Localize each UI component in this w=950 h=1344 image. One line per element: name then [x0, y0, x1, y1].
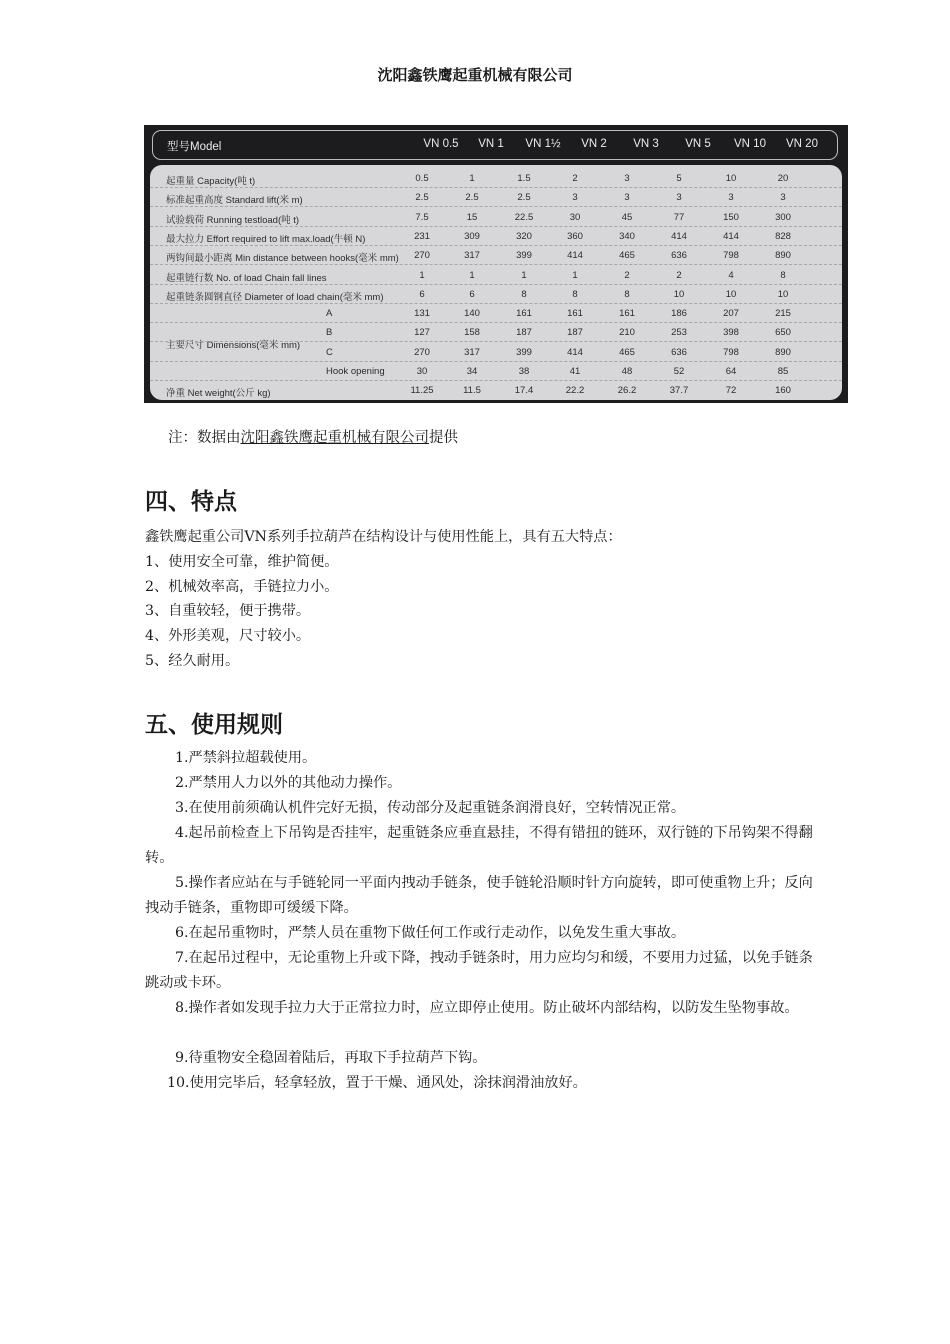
spec-cell: 22.2: [565, 385, 585, 397]
spec-cell: 317: [464, 346, 480, 358]
spec-cell: 210: [619, 327, 635, 339]
spec-cell: 320: [516, 230, 532, 242]
feature-item: 4、外形美观，尺寸较小。: [145, 628, 311, 644]
spec-cell: 2: [572, 173, 578, 184]
spec-cell: 2.5: [415, 192, 429, 204]
spec-row: [150, 266, 842, 285]
spec-cell: 398: [723, 327, 739, 339]
spec-cell: 300: [775, 211, 791, 223]
model-header-cell: VN 1½: [525, 138, 561, 150]
rule-item: 9.待重物安全稳固着陆后，再取下手拉葫芦下钩。: [175, 1050, 487, 1066]
spec-cell: 0.5: [415, 173, 429, 184]
rule-item: 7.在起吊过程中，无论重物上升或下降，拽动手链条时，用力应均匀和缓，不要用力过猛，以免手链条跳动或卡环。: [145, 950, 813, 991]
spec-cell: 3: [728, 192, 734, 204]
spec-row-label: 起重链行数 No. of load Chain fall lines: [166, 272, 327, 284]
spec-cell: 8: [521, 288, 527, 300]
feature-item: 3、自重较轻，便于携带。: [145, 603, 311, 619]
spec-cell: 187: [516, 327, 532, 339]
spec-cell: 636: [671, 250, 687, 262]
spec-cell: 20: [777, 173, 789, 184]
spec-cell: 1: [572, 269, 578, 281]
spec-cell: 15: [466, 211, 478, 223]
spec-cell: 10: [673, 288, 685, 300]
spec-row-label: 两钩间最小距离 Min distance between hooks(毫米 mm): [166, 253, 399, 265]
spec-cell: 5: [676, 173, 682, 184]
spec-cell: 1: [521, 269, 527, 281]
spec-cell: 414: [723, 230, 739, 242]
spec-cell: 414: [671, 230, 687, 242]
spec-cell: 828: [775, 230, 791, 242]
rule-item: 1.严禁斜拉超载使用。: [175, 750, 317, 766]
rule-item: 5.操作者应站在与手链轮同一平面内拽动手链条，使手链轮沿顺时针方向旋转，即可使重物上升；反向拽动手链条，重物即可缓缓下降。: [145, 875, 813, 916]
spec-cell: 26.2: [617, 385, 637, 397]
company-link[interactable]: 沈阳鑫铁鹰起重机械有限公司: [240, 430, 429, 446]
spec-cell: 253: [671, 327, 687, 339]
spec-row-sublabel: C: [326, 346, 333, 358]
spec-cell: 72: [725, 385, 737, 397]
note-suffix: 提供: [429, 430, 458, 446]
note-prefix: 注：数据由: [168, 430, 241, 446]
spec-row-label: 起重链条圆钢直径 Diameter of load chain(毫米 mm): [166, 291, 384, 303]
spec-cell: 11.25: [410, 385, 434, 397]
spec-cell: 270: [414, 346, 430, 358]
spec-cell: 64: [725, 366, 737, 377]
rule-item: 6.在起吊重物时，严禁人员在重物下做任何工作或行走动作，以免发生重大事故。: [175, 925, 686, 941]
spec-cell: 45: [621, 211, 633, 223]
spec-row-label: 净重 Net weight(公斤 kg): [166, 388, 271, 400]
spec-row-sublabel: A: [326, 308, 333, 320]
spec-cell: 52: [673, 366, 685, 377]
rule-item: 10.使用完毕后，轻拿轻放，置于干燥、通风处，涂抹润滑油放好。: [167, 1075, 587, 1091]
spec-cell: 2.5: [465, 192, 479, 204]
spec-cell: 2.5: [517, 192, 531, 204]
spec-row-label: 最大拉力 Effort required to lift max.load(牛顿 N): [166, 233, 366, 245]
spec-cell: 317: [464, 250, 480, 262]
spec-cell: 17.4: [514, 385, 534, 397]
spec-cell: 650: [775, 327, 791, 339]
data-source-note: [168, 426, 458, 447]
spec-cell: 38: [518, 366, 530, 377]
spec-cell: 22.5: [514, 211, 534, 223]
spec-cell: 3: [624, 192, 630, 204]
spec-cell: 187: [567, 327, 583, 339]
spec-cell: 77: [673, 211, 685, 223]
spec-cell: 48: [621, 366, 633, 377]
spec-row: [150, 246, 842, 265]
spec-cell: 414: [567, 250, 583, 262]
spec-cell: 161: [516, 308, 532, 320]
spec-cell: 798: [723, 346, 739, 358]
spec-row-sublabel: Hook opening: [326, 366, 385, 377]
feature-item: 5、经久耐用。: [145, 653, 240, 669]
spec-row: [150, 208, 842, 227]
model-header-cell: VN 5: [685, 138, 711, 150]
spec-cell: 7.5: [415, 211, 429, 223]
spec-row: [150, 304, 842, 323]
spec-cell: 3: [780, 192, 786, 204]
spec-row: [150, 323, 842, 342]
spec-cell: 3: [572, 192, 578, 204]
spec-cell: 3: [676, 192, 682, 204]
spec-cell: 636: [671, 346, 687, 358]
rule-item: 8.操作者如发现手拉力大于正常拉力时，应立即停止使用。防止破坏内部结构，以防发生坠物事故。: [175, 1000, 799, 1016]
model-header-cell: VN 1: [478, 138, 504, 150]
spec-cell: 1: [469, 269, 475, 281]
spec-table-image: [144, 125, 848, 403]
rule-item: 4.起吊前检查上下吊钩是否挂牢，起重链条应垂直悬挂，不得有错扭的链环，双行链的下吊钩架不得翻转。: [145, 825, 813, 866]
spec-cell: 11.5: [463, 385, 481, 397]
rule-item: 3.在使用前须确认机件完好无损，传动部分及起重链条润滑良好，空转情况正常。: [175, 800, 686, 816]
section-heading-rules: 五、使用规则: [145, 712, 283, 738]
spec-cell: 4: [728, 269, 734, 281]
model-header-cell: VN 3: [633, 138, 659, 150]
model-header-label: 型号Model: [167, 141, 222, 153]
model-header-cell: VN 10: [734, 138, 766, 150]
spec-cell: 399: [516, 250, 532, 262]
page-header-title: 沈阳鑫铁鹰起重机械有限公司: [377, 66, 573, 84]
spec-cell: 399: [516, 346, 532, 358]
spec-cell: 231: [414, 230, 430, 242]
spec-row-label: 试验载荷 Running testload(吨 t): [166, 214, 300, 226]
spec-cell: 161: [567, 308, 583, 320]
spec-row: [150, 169, 842, 188]
spec-cell: 207: [723, 308, 739, 320]
spec-cell: 890: [775, 250, 791, 262]
spec-row: [150, 343, 842, 362]
spec-cell: 150: [723, 211, 739, 223]
spec-cell: 414: [567, 346, 583, 358]
spec-cell: 215: [775, 308, 791, 320]
spec-cell: 127: [414, 327, 430, 339]
spec-cell: 2: [676, 269, 682, 281]
spec-cell: 6: [419, 288, 425, 300]
spec-cell: 2: [624, 269, 630, 281]
spec-row: [150, 188, 842, 207]
spec-row: [150, 362, 842, 381]
spec-cell: 161: [619, 308, 635, 320]
spec-cell: 309: [464, 230, 480, 242]
spec-cell: 186: [671, 308, 687, 320]
spec-cell: 1.5: [517, 173, 531, 184]
spec-cell: 30: [416, 366, 428, 377]
spec-cell: 34: [466, 366, 478, 377]
spec-cell: 465: [619, 250, 635, 262]
spec-cell: 37.7: [669, 385, 689, 397]
spec-row: [150, 285, 842, 304]
spec-cell: 140: [464, 308, 480, 320]
spec-row: [150, 227, 842, 246]
spec-row-label: 标准起重高度 Standard lift(米 m): [166, 195, 303, 207]
spec-cell: 30: [569, 211, 581, 223]
spec-cell: 6: [469, 288, 475, 300]
model-header-cell: VN 0.5: [423, 138, 459, 150]
spec-cell: 131: [414, 308, 430, 320]
spec-cell: 8: [624, 288, 630, 300]
spec-cell: 340: [619, 230, 635, 242]
spec-cell: 10: [725, 288, 737, 300]
spec-table-header: [152, 130, 838, 160]
dimensions-group-label: 主要尺寸 Dimensions(毫米 mm): [166, 340, 301, 351]
spec-cell: 465: [619, 346, 635, 358]
section-heading-features: 四、特点: [145, 489, 237, 515]
spec-cell: 1: [469, 173, 475, 184]
rule-item: 2.严禁用人力以外的其他动力操作。: [175, 775, 402, 791]
spec-cell: 8: [572, 288, 578, 300]
spec-cell: 8: [780, 269, 786, 281]
spec-row: [150, 381, 842, 400]
spec-cell: 798: [723, 250, 739, 262]
spec-row-sublabel: B: [326, 327, 333, 339]
spec-table-body: [150, 165, 842, 400]
features-intro: 鑫铁鹰起重公司VN系列手拉葫芦在结构设计与使用性能上，具有五大特点：: [145, 529, 622, 545]
model-header-cell: VN 20: [786, 138, 818, 150]
spec-row-label: 起重量 Capacity(吨 t): [166, 176, 256, 187]
spec-cell: 85: [777, 366, 789, 377]
spec-cell: 41: [569, 366, 581, 377]
spec-cell: 10: [777, 288, 789, 300]
spec-cell: 1: [419, 269, 425, 281]
spec-cell: 158: [464, 327, 480, 339]
spec-cell: 10: [725, 173, 737, 184]
spec-cell: 360: [567, 230, 583, 242]
spec-cell: 270: [414, 250, 430, 262]
spec-cell: 3: [624, 173, 630, 184]
model-header-cell: VN 2: [581, 138, 607, 150]
feature-item: 2、机械效率高，手链拉力小。: [145, 579, 339, 595]
spec-cell: 160: [775, 385, 791, 397]
feature-item: 1、使用安全可靠，维护简便。: [145, 554, 339, 570]
spec-cell: 890: [775, 346, 791, 358]
